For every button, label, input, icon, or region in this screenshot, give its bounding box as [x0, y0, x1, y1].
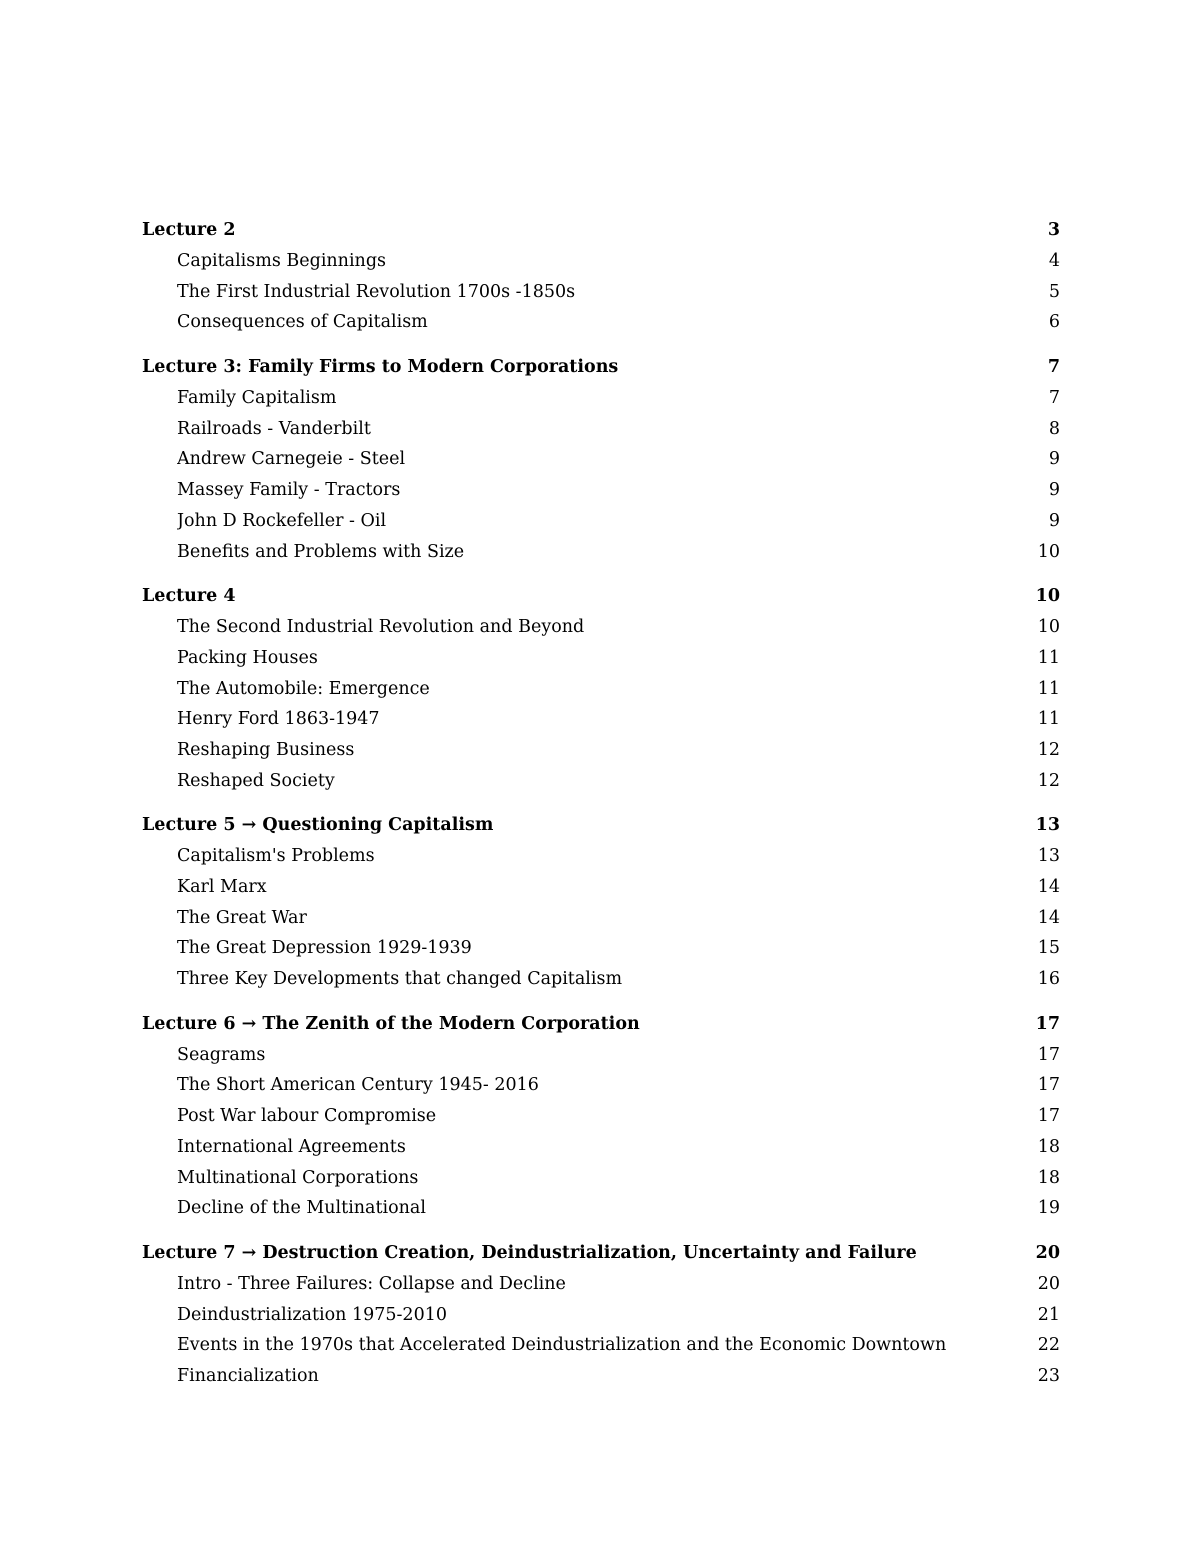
toc-entry-title: Events in the 1970s that Accelerated Deindustrialization and the Economic Downtown [177, 1335, 947, 1356]
toc-entry-page-number: 9 [1048, 510, 1060, 531]
toc-section [142, 809, 1060, 994]
toc-entry-link[interactable] [142, 1070, 1060, 1101]
toc-heading-title: Lecture 6 → The Zenith of the Modern Corporation [142, 1013, 640, 1034]
toc-entry-link[interactable] [142, 444, 1060, 475]
toc-entry-page-number: 18 [1037, 1136, 1060, 1157]
toc-heading-title: Lecture 2 [142, 220, 236, 240]
toc-entry-page-number: 4 [1048, 251, 1060, 271]
toc-entry-title: Massey Family - Tractors [177, 480, 401, 501]
toc-entry-page-number: 18 [1037, 1167, 1060, 1188]
toc-entry-title: The Great Depression 1929-1939 [177, 938, 472, 959]
toc-heading-page-number: 3 [1047, 220, 1060, 240]
toc-entry-page-number: 17 [1037, 1106, 1060, 1127]
toc-heading-link[interactable] [142, 1008, 1060, 1040]
toc-heading-page-number: 13 [1035, 815, 1060, 836]
toc-entry-page-number: 22 [1037, 1335, 1060, 1356]
toc-entry-link[interactable] [142, 1163, 1060, 1194]
toc-entry-link[interactable] [142, 933, 1060, 964]
toc-heading-title: Lecture 7 → Destruction Creation, Deindustrialization, Uncertainty and Failure [142, 1242, 917, 1263]
toc-entry-page-number: 21 [1037, 1304, 1060, 1325]
toc-entry-title: Reshaping Business [177, 739, 355, 760]
toc-entry-title: The First Industrial Revolution 1700s -1850s [177, 281, 576, 302]
toc-entry-title: Seagrams [177, 1044, 266, 1065]
toc-entry-link[interactable] [142, 766, 1060, 797]
toc-section [142, 214, 1060, 338]
toc-entry-link[interactable] [142, 537, 1060, 568]
toc-entry-title: Post War labour Compromise [177, 1106, 437, 1127]
toc-entry-link[interactable] [142, 1330, 1060, 1361]
toc-entry-link[interactable] [142, 1101, 1060, 1132]
toc-section [142, 1008, 1060, 1224]
toc-entry-link[interactable] [142, 674, 1060, 705]
toc-entry-page-number: 19 [1037, 1198, 1060, 1219]
toc-entry-page-number: 5 [1048, 281, 1060, 302]
toc-entry-page-number: 17 [1037, 1075, 1060, 1096]
toc-entry-page-number: 12 [1037, 739, 1060, 760]
toc-section [142, 351, 1060, 567]
toc-entry-title: Consequences of Capitalism [177, 312, 428, 333]
toc-heading-link[interactable] [142, 809, 1060, 841]
toc-entry-title: John D Rockefeller - Oil [177, 510, 387, 531]
toc-entry-title: Packing Houses [177, 647, 318, 668]
toc-entry-link[interactable] [142, 475, 1060, 506]
toc-entry-link[interactable] [142, 246, 1060, 277]
toc-entry-title: The Second Industrial Revolution and Beyond [177, 617, 585, 638]
toc-entry-link[interactable] [142, 872, 1060, 903]
toc-entry-page-number: 9 [1048, 449, 1060, 470]
toc-entry-page-number: 11 [1037, 678, 1060, 699]
toc-entry-title: The Automobile: Emergence [177, 678, 430, 699]
toc-entry-title: Financialization [177, 1365, 319, 1386]
toc-entry-title: The Short American Century 1945- 2016 [177, 1075, 539, 1096]
toc-entry-page-number: 14 [1037, 907, 1060, 928]
toc-entry-link[interactable] [142, 383, 1060, 414]
toc-entry-title: Karl Marx [177, 877, 267, 897]
toc-heading-title: Lecture 3: Family Firms to Modern Corporations [142, 357, 619, 378]
toc-entry-link[interactable] [142, 1040, 1060, 1071]
toc-entry-link[interactable] [142, 964, 1060, 995]
toc-entry-title: Benefits and Problems with Size [177, 541, 465, 562]
toc-entry-link[interactable] [142, 735, 1060, 766]
toc-entry-page-number: 12 [1037, 770, 1060, 791]
toc-entry-link[interactable] [142, 1193, 1060, 1224]
toc-section [142, 1237, 1060, 1392]
toc-entry-page-number: 23 [1037, 1365, 1060, 1386]
toc-heading-page-number: 7 [1047, 357, 1060, 378]
toc-entry-page-number: 20 [1037, 1273, 1060, 1294]
toc-entry-page-number: 8 [1048, 418, 1060, 439]
toc-entry-link[interactable] [142, 704, 1060, 735]
toc-heading-page-number: 10 [1035, 586, 1060, 607]
toc-entry-title: Capitalism's Problems [177, 846, 375, 867]
toc-entry-link[interactable] [142, 414, 1060, 445]
toc-heading-link[interactable] [142, 1237, 1060, 1269]
toc-entry-title: Capitalisms Beginnings [177, 251, 387, 271]
toc-entry-title: Railroads - Vanderbilt [177, 418, 371, 439]
toc-entry-title: Deindustrialization 1975-2010 [177, 1304, 447, 1325]
toc-entry-link[interactable] [142, 612, 1060, 643]
toc-entry-title: Intro - Three Failures: Collapse and Decline [177, 1273, 566, 1294]
toc-entry-link[interactable] [142, 903, 1060, 934]
toc-entry-link[interactable] [142, 1300, 1060, 1331]
table-of-contents [142, 214, 1060, 1405]
toc-entry-link[interactable] [142, 1269, 1060, 1300]
toc-entry-link[interactable] [142, 841, 1060, 872]
toc-entry-title: Decline of the Multinational [177, 1198, 426, 1219]
toc-entry-title: Three Key Developments that changed Capitalism [177, 969, 623, 990]
toc-heading-link[interactable] [142, 214, 1060, 246]
toc-entry-page-number: 11 [1037, 647, 1060, 668]
toc-entry-title: The Great War [177, 907, 307, 928]
toc-section [142, 580, 1060, 796]
toc-entry-title: International Agreements [177, 1136, 406, 1157]
toc-entry-link[interactable] [142, 307, 1060, 338]
toc-heading-page-number: 17 [1035, 1013, 1060, 1034]
toc-entry-page-number: 7 [1048, 388, 1060, 409]
toc-entry-link[interactable] [142, 506, 1060, 537]
toc-entry-page-number: 14 [1037, 877, 1060, 897]
toc-entry-page-number: 6 [1048, 312, 1060, 333]
toc-heading-title: Lecture 5 → Questioning Capitalism [142, 815, 494, 836]
toc-entry-title: Andrew Carnegeie - Steel [177, 449, 406, 470]
toc-entry-title: Reshaped Society [177, 770, 335, 791]
toc-heading-page-number: 20 [1035, 1242, 1060, 1263]
toc-entry-link[interactable] [142, 1361, 1060, 1392]
toc-entry-link[interactable] [142, 1132, 1060, 1163]
toc-heading-link[interactable] [142, 580, 1060, 612]
toc-entry-page-number: 11 [1037, 709, 1060, 730]
toc-entry-link[interactable] [142, 643, 1060, 674]
toc-entry-page-number: 16 [1037, 969, 1060, 990]
toc-entry-title: Henry Ford 1863-1947 [177, 709, 380, 730]
toc-entry-title: Multinational Corporations [177, 1167, 419, 1188]
toc-entry-page-number: 10 [1037, 617, 1060, 638]
toc-entry-page-number: 15 [1037, 938, 1060, 959]
toc-entry-page-number: 17 [1037, 1044, 1060, 1065]
toc-entry-page-number: 10 [1037, 541, 1060, 562]
toc-entry-page-number: 13 [1037, 846, 1060, 867]
toc-heading-title: Lecture 4 [142, 586, 236, 607]
toc-heading-link[interactable] [142, 351, 1060, 383]
toc-entry-link[interactable] [142, 277, 1060, 308]
toc-entry-title: Family Capitalism [177, 388, 337, 409]
toc-entry-page-number: 9 [1048, 480, 1060, 501]
